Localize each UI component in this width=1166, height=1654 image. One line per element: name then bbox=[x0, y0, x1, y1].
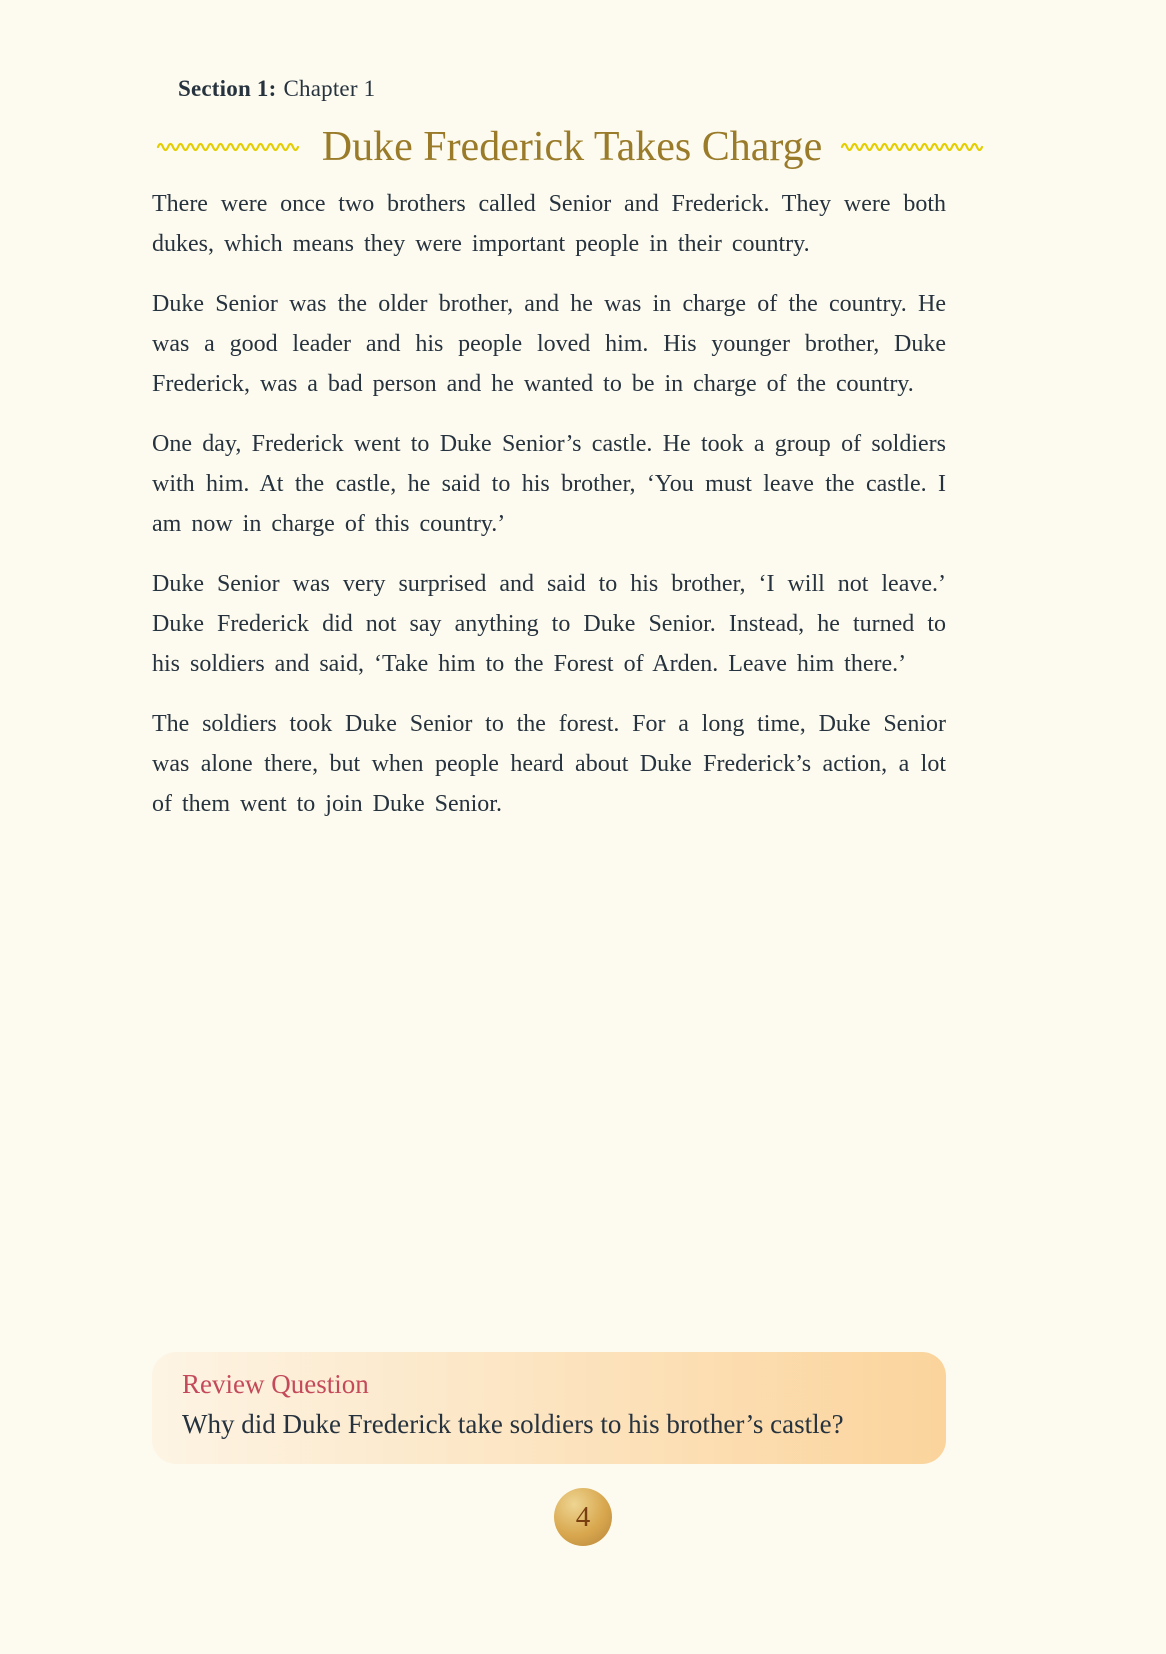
wavy-rule-right-icon bbox=[840, 140, 988, 154]
page-number: 4 bbox=[575, 1500, 591, 1533]
review-question-text: Why did Duke Frederick take soldiers to his brother’s castle? bbox=[182, 1409, 844, 1439]
page-content bbox=[152, 76, 946, 844]
wavy-rule-left-icon bbox=[156, 140, 304, 154]
review-question-box bbox=[152, 1352, 946, 1464]
review-question-heading: Review Question bbox=[182, 1369, 369, 1399]
story-paragraph: Duke Senior was the older brother, and he was in charge of the country. He was a good leader and his people loved him. His younger brother, Duke Frederick, was a bad person and he wanted to be in charge of the country. bbox=[152, 291, 946, 398]
chapter-label: Chapter 1 bbox=[283, 76, 376, 101]
story-paragraph: There were once two brothers called Senior and Frederick. They were both dukes, which means they were important people in their country. bbox=[152, 191, 946, 258]
story-body bbox=[152, 184, 946, 824]
story-paragraph: The soldiers took Duke Senior to the forest. For a long time, Duke Senior was alone there, but when people heard about Duke Frederick’s action, a lot of them went to join Duke Senior. bbox=[152, 711, 946, 818]
section-label: Section 1: bbox=[178, 76, 277, 101]
story-paragraph: Duke Senior was very surprised and said to his brother, ‘I will not leave.’ Duke Frederick did not say anything to Duke Senior. Instead, he turned to his soldiers and said, ‘Take him to the Forest of Arden. Leave him there.’ bbox=[152, 571, 946, 678]
chapter-title-row bbox=[152, 124, 992, 170]
story-paragraph: One day, Frederick went to Duke Senior’s castle. He took a group of soldiers with him. At the castle, he said to his brother, ‘You must leave the castle. I am now in charge of this country.’ bbox=[152, 431, 946, 538]
chapter-title: Duke Frederick Takes Charge bbox=[321, 124, 823, 170]
section-chapter bbox=[178, 76, 946, 102]
page-number-badge bbox=[554, 1488, 612, 1546]
